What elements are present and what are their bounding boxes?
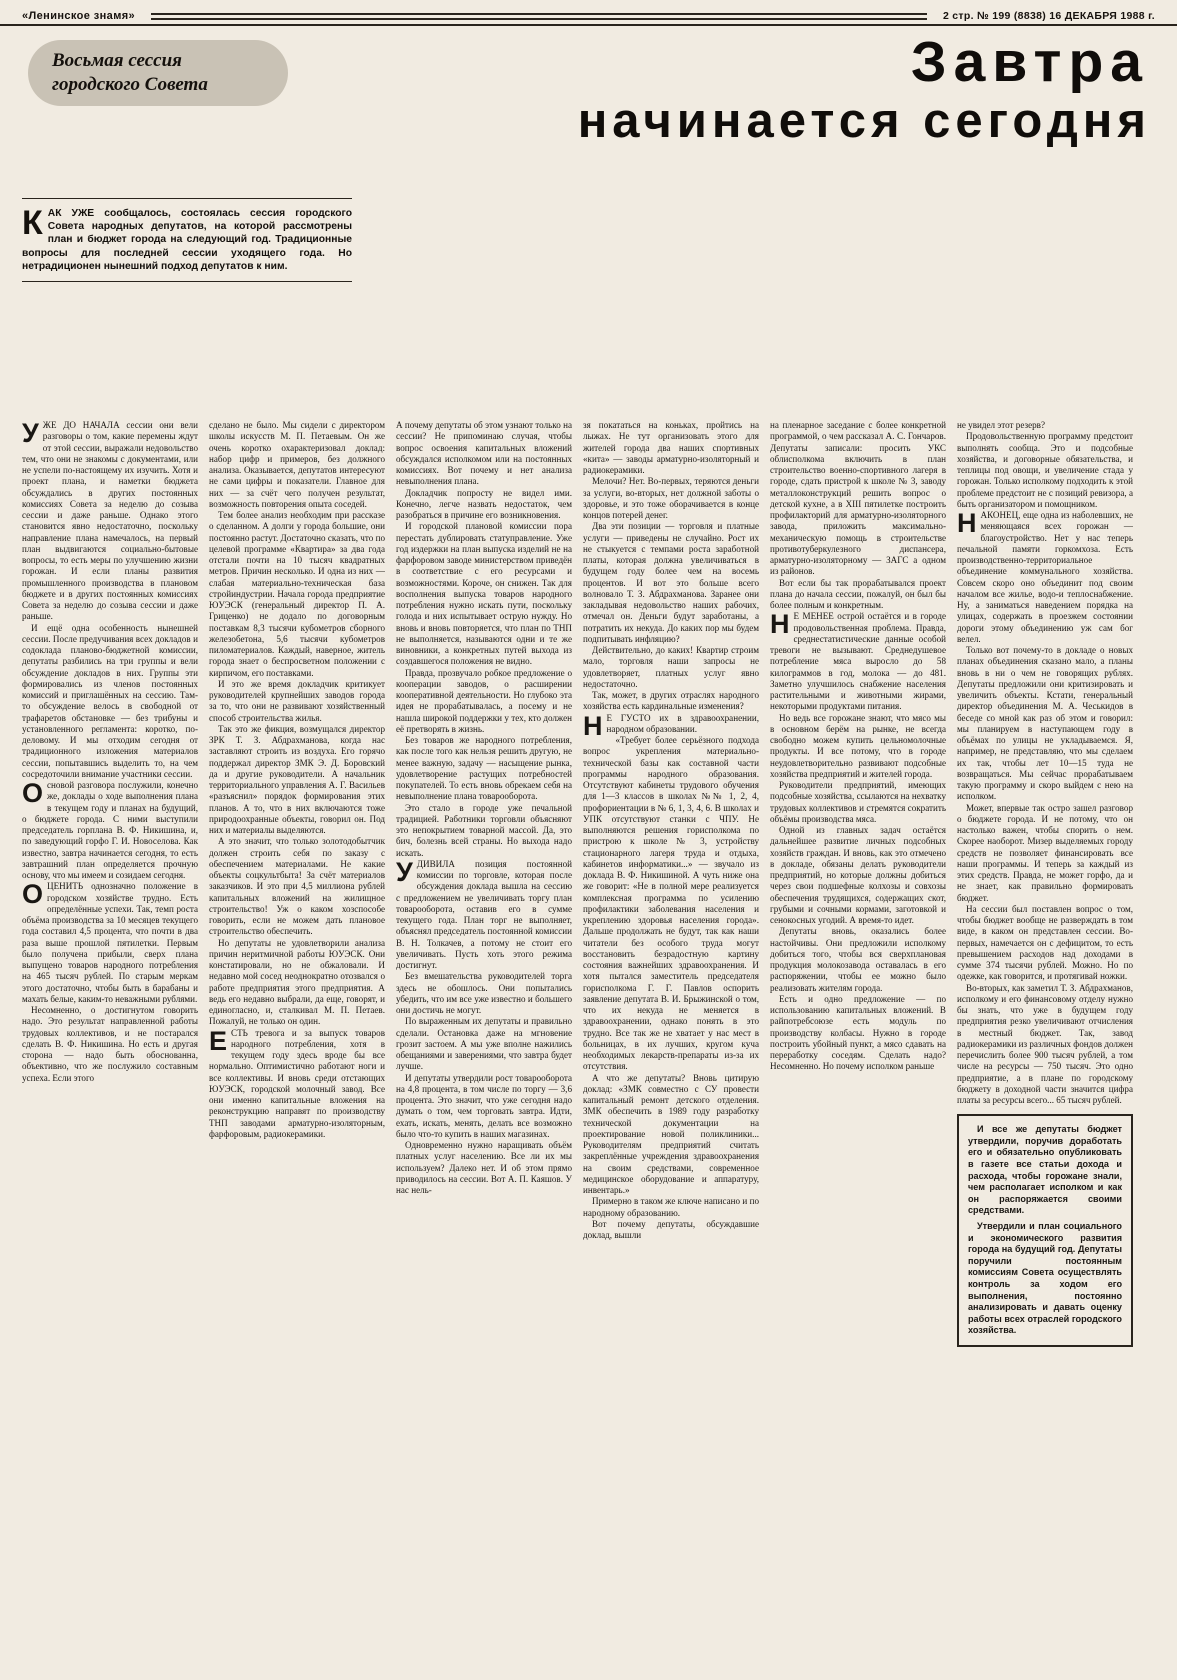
paragraph (209, 1025, 385, 1141)
paragraph-dropcap: О (22, 778, 44, 808)
paragraph (396, 856, 572, 972)
paragraph: Продовольственную программу предстоит выполнять сообща. Это и подсобные хозяйства, и договорные обязательства, и теплицы под овощи, и увеличение стада у горожан. Только исполкому подходить к этой проблеме предстоит не с позиций ревизора, а быть организатором и помощником. (957, 431, 1133, 509)
paragraph: не увидел этот резерв? (957, 420, 1045, 430)
lead-text (22, 204, 352, 273)
column-1 (22, 420, 198, 1666)
paragraph: Вот почему депутаты, обсуждавшие доклад, вышли (583, 1218, 759, 1240)
paragraph: Депутаты вновь, оказались более настойчивы. Они предложили исполкому добиться того, чтобы вся сверхплановая продукция молокозавода оставалась в его распоряжении, чтобы ее можно было реализовать жителям города. (770, 926, 946, 993)
paragraph-text: АКОНЕЦ, еще одна из наболевших, не меняющаяся всех горожан — благоустройство. Нет у нас теперь печальной памяти горкомхоза. Есть производственно-территориальное объединение коммунального хозяйства. Совсем скоро оно объединит под своим началом все жилье, водо-и теплоснабжение. Ну, а заниматься наведением порядка на улицах, содержать в проезжем состоянии дороги этому объединению уж сам бог велел. (957, 510, 1133, 644)
headline-line-1: Завтра (910, 30, 1149, 94)
paragraph (583, 710, 759, 741)
paragraph-text: Е ГУСТО их в здравоохранении, народном образовании. (606, 712, 759, 734)
paragraph: И депутаты утвердили рост товарооборота на 4,8 процента, в том числе по торгу — 3,6 процента. Это значит, что уже сегодня надо думать о том, чем торговать завтра. Идти, ехать, искать, менять, делать все возможно было что-то купить в наших магазинах. (396, 1072, 572, 1139)
paragraph-text: СТЬ тревога и за выпуск товаров народного потребления, хотя в текущем году здесь вроде бы все нормально. Оптимистично работают ноги и все коллективы. И вновь среди отстающих ЮУЭСК, городской молочный завод. Все они именно капитальные вложения на реконструкцию направят по производству ТНП заводами арматурно-изоляторным, фарфоровым, радиокерамики. (209, 1027, 385, 1139)
conclusion-box (957, 1114, 1133, 1347)
paragraph-dropcap: О (22, 879, 44, 910)
issue-info: 2 стр. № 199 (8838) 16 ДЕКАБРЯ 1988 г. (942, 10, 1155, 22)
lead-body: АК УЖЕ сообщалось, состоялась сессия городского Совета народных депутатов, на которой рассмотрены план и бюджет города на следующий год. Традиционные вопросы для последней сессии уходящего года. Но нетрадиционен нынешний подход депутатов к ним. (22, 208, 352, 272)
paragraph: И ещё одна особенность нынешней сессии. После предучивания всех докладов и содоклада планово-бюджетной комиссии, депутаты разбились на три группы и вели обсуждение докладов в них. Группы эти формировались из членов постоянных комиссий и приглашённых на сессию. Там-то обсуждение велось в свободной от трафаретов обстановке — без трибуны и установленного регламента: коротко, по-деловому. И мы отходим сегодня от традиционного изложения материалов сессии, попытавшись выделить то, на чем сосредоточили внимание участники сессии. (22, 622, 198, 779)
paragraph: Без вмешательства руководителей торга здесь не обошлось. Они попытались убедить, что им все уже известно и большего они достичь не могут. (396, 971, 572, 1015)
masthead (0, 0, 1177, 26)
paragraph: Правда, прозвучало робкое предложение о кооперации заводов, о расширении кооперативной деятельности. Но глубоко эта идея не прорабатывалась, а посему и не нашла широкой поддержки у тех, кто должен её претворять в жизнь. (396, 667, 572, 734)
paragraph: зя покататься на коньках, пройтись на лыжах. Не тут организовать этого для жителей города два наших спортивных «кита» — заводы арматурно-изоляторный и радиокерамики. (583, 420, 759, 475)
article-columns (22, 420, 1155, 1666)
paragraph: сделано не было. Мы сидели с директором школы искусств М. П. Петаевым. Он же очень коротко охарактеризовал доклад: набор цифр и примеров, без должного анализа. Оказывается, депутатов интересуют не сами цифры и показатели. Главное для них — за счёт чего получен результат, возможность повторения опыта соседей. (209, 420, 385, 509)
paper-name: «Ленинское знамя» (22, 10, 136, 22)
masthead-rule (151, 13, 927, 20)
paragraph-dropcap: У (396, 856, 413, 887)
conclusion-paragraph: Утвердили и план социального и экономического развития города на будущий год. Депутаты поручили постоянным комиссиям Совета осуществлять контроль за ходом его выполнения, постоянно анализировать и давать оценку работы всех отраслей городского хозяйства. (968, 1221, 1122, 1336)
paragraph (22, 780, 198, 881)
paragraph (957, 510, 1133, 645)
column-3 (396, 420, 572, 1666)
paragraph: Тем более анализ необходим при рассказе о сделанном. А долги у города большие, они постоянно растут. Достаточно сказать, что по целевой программе «Квартира» за два года отстали почти на 10 тысяч квадратных метров. Причин несколько. И одна из них — слабая материально-техническая база стройиндустрии. Начала города предприятие ЮУЭСК (генеральный директор П. А. Гриценко) не додало по договорным поставкам 8,3 тысячи кубометров сборного железобетона, 5,6 тысячи кубометров пиломатериалов. Каждый, наверное, житель города знает о беспросветном положении с кирпичом, его поставками. (209, 510, 385, 678)
paragraph-dropcap: Н (770, 609, 790, 640)
paragraph-text: ДИВИЛА позиция постоянной комиссии по торговле, которая после обсуждения доклада вышла на сессию с предложением не увеличивать торгу план товарооборота, оставив его в сумме текущего года. План торг не выполняет, объяснял председатель постоянной комиссии В. Н. Толкачев, а потому не стоит его увеличивать. Пусть хоть этого режима достигнут. (396, 858, 572, 970)
paragraph: Так, может, в других отраслях народного хозяйства есть кардинальные изменения? (583, 690, 759, 712)
paragraph: Руководители предприятий, имеющих подсобные хозяйства, ссылаются на нехватку трудовых коллективов и стремятся сократить объёмы производства мяса. (770, 780, 946, 824)
lead-paragraph (22, 198, 352, 282)
paragraph-text: сновой разговора послужили, конечно же, доклады о ходе выполнения плана в текущем году и планах на будущий, о бюджете города. С ними выступили председатель горплана В. Ф. Никишина, и, по заведующий горфо Г. И. Новоселова. Как известно, завтра начинается сегодня, то есть завтрашний план определяется прочную основу, что мы имеем и созидаем сегодня. (22, 780, 198, 880)
paragraph: на пленарное заседание с более конкретной программой, о чем рассказал А. С. Гончаров. Депутаты записали: просить УКС облисполкома включить в план строительство военно-спортивного лагеря в городе, сдать пристрой к школе № 3, заводу металлоконструкций решить вопрос о детской кухне, а в XIII пятилетке построить профилакторий для арматурно-изоляторного завода, приложить максимально-механическую помощь в строительстве противотуберкулезного диспансера, арматурно-изоляторному — ЗАГС а одном из районов. (770, 420, 946, 577)
paragraph-dropcap: Н (583, 710, 603, 741)
paragraph: Примерно в таком же ключе написано и по народному образованию. (583, 1196, 759, 1218)
paragraph: Несомненно, о достигнутом говорить надо. Это результат направленной работы трудовых коллективов, и не постарался сделать В. Ф. Никишина. Но есть и другая сторона — надо быть обоснованна, объективно, что же послужило составным успеха. Если этого (22, 1005, 198, 1083)
column-6 (957, 420, 1133, 1666)
paragraph: На сессии был поставлен вопрос о том, чтобы бюджет вообще не разверждать в том виде, в каком он представлен сессии. Во-первых, намечается он с дефицитом, то есть превышением расходов над доходами в сумме 374 тысячи рублей. Можно. Но по одежке, как говорится, и протягивай ножки. (957, 903, 1133, 982)
paragraph: Это стало в городе уже печальной традицией. Работники торговли объясняют это непокрытием товарной массой. Да, это бич, болезнь всей страны. Но выхода надо искать. (396, 802, 572, 858)
paragraph: Во-вторых, как заметил Т. З. Абдрахманов, исполкому и его финансовому отделу нужно бы знать, что уже в будущем году предприятия резко увеличивают отчисления в местный бюджет. Так, завод радиокерамики из различных фондов должен перечислить более 900 тысяч рублей, а том числе на ресурсы — 750 тысяч. Это одно предприятие, а в плане по городскому бюджету в доходной части значится цифра платы за ресурсы всего... 65 тысяч рублей. (957, 982, 1133, 1105)
paragraph: А почему депутаты об этом узнают только на сессии? Не припоминаю случая, чтобы вопрос освоения капитальных вложений обсуждался исполкомом или на постоянных комиссиях. Вот почему и нет анализа невыполнения плана. (396, 420, 572, 487)
paragraph (770, 611, 946, 712)
paragraph (22, 881, 198, 1005)
column-2 (209, 420, 385, 1666)
paragraph-dropcap: Е (209, 1025, 228, 1056)
paragraph: Но ведь все горожане знают, что мясо мы в основном берём на рынке, не всегда свободно можем купить цельномолочные продукты. И все потому, что в городе неудовлетворительно развивают подсобные хозяйства предприятий и жителей города. (770, 712, 946, 779)
paragraph: А это значит, что только золотодобытчик должен строить себя по заказу с обеспечением материалами. Не какие объекты соцкультбыта! За счёт материалов заказчиков. И это при 4,5 миллиона рублей капитальных вложений на жилищное строительство! Уж о каком хозспособе говорить, если не можем дать плановое строительство обеспечить. (209, 836, 385, 937)
kicker-line-1: Восьмая сессия (52, 50, 182, 71)
paragraph: По выраженным их депутаты и правильно сделали. Остановка даже на мгновение грозит застоем. А мы уже вполне нажились обещаниями и заверениями, что завтра будет лучше. (396, 1016, 572, 1072)
paragraph: Но депутаты не удовлетворили анализа причин неритмичной работы ЮУЭСК. Они констатировали, но не обжаловали. И недавно мой сосед неоднократно отозвался о работе предприятия этого предприятия. А ведь его недавно выбрали, да еще, говорят, и единогласно, и, сталкивал М. П. Петаев. Пожалуй, не только он один. (209, 937, 385, 1027)
paragraph: Может, впервые так остро зашел разговор о бюджете города. И не потому, что он настолько важен, чтобы спорить о нем. Скорее наоборот. Мизер выделяемых городу средств не позволяет финансировать все наши программы. И теперь за каждый из этих средств. Правда, не может горфо, да и не знает, как правильно формировать бюджет. (957, 802, 1133, 903)
paragraph: Действительно, до каких! Квартир строим мало, торговля наши запросы не удовлетворяет, платных услуг явно недостаточно. (583, 645, 759, 689)
kicker-line-2: городского Совета (52, 74, 208, 95)
paragraph: Только вот почему-то в докладе о новых планах объединения сказано мало, а планы вновь в ни о чем не говорящих рублях. Депутаты предложили они критизировать и увеличить объекты. Кстати, генеральный директор объединения М. А. Чеськидов в беседе со мной как раз об этом и говорил: мы планируем в наступающем году в объёмах по улицы не укладываемся. Я, например, не представляю, что мы сделаем их так, чтобы лет 10—15 туда не возвращаться. Мы сейчас прорабатываем такую программу и скоро выйдем с нею на исполком. (957, 645, 1133, 802)
paragraph: Мелочи? Нет. Во-первых, теряются деньги за услуги, во-вторых, нет должной заботы о здоровье, и это тоже оборачивается в конце концов потерей денег. (583, 476, 759, 520)
paragraph (22, 420, 198, 623)
paragraph: Есть и одно предложение — по использованию капитальных вложений. В райпотребсоюзе есть модуль по производству колбасы. Нужно в городе построить убойный пункт, а мясо сдавать на переработку соседям. Сделать надо? Несомненно. Но почему исполком раньше (770, 993, 946, 1072)
kicker-badge (28, 40, 288, 106)
headline-block (0, 26, 1177, 194)
paragraph-text: Е МЕНЕЕ острой остаётся и в городе продовольственная проблема. Правда, среднестатистические данные особой тревоги не вызывают. Среднедушевое потребление мяса выросло до 58 килограммов в год, молока — до 481. Заметно улучшилось снабжение населения растительными и животными жирами, некоторыми продуктами питания. (770, 611, 946, 712)
paragraph-text: ЖЕ ДО НАЧАЛА сессии они вели разговоры о том, какие перемены ждут от этой сессии, выражали недовольство тем, что они не знакомы с документами, или не успели по-настоящему их изучить. Хотя и проект плана, и наметки бюджета обсуждались в других постоянных комиссиях Совета за неделю до созыва сессии и даже раньше. Однако этого становится явно недостаточно, поскольку направление плана намечалось, на первый план выдвигаются социально-бытовые вопросы, то есть меры по улучшению жизни горожан. И если планы развития промышленного производства в плановом бюджете и в других постоянных комиссиях Совета за неделю до созыва сессии и даже раньше. (22, 420, 198, 622)
headline-line-2: начинается сегодня (577, 94, 1151, 148)
paragraph: И городской плановой комиссии пора перестать дублировать статуправление. Уже год издержки на план выпуска изделий не на фарфоровом заводе министерством приведён в соответствие с его ресурсами и возможностями. Короче, он снижен. Так для восполнения выпуска товаров народного потребления нужно искать пути, поскольку голода и них испытывает острую нужду. Но вновь и вновь повторяется, что план по ТНП не выполняется, называются одни и те же виновники, а конкретных путей выхода из создавшегося положения не видно. (396, 521, 572, 667)
paragraph: Без товаров же народного потребления, как после того как нельзя решить другую, не менее важную, задачу — насыщение рынка, удовлетворение растущих потребностей покупателей. То есть вновь обрекаем себя на невыполнение плана товарооборота. (396, 735, 572, 802)
paragraph-text: ЦЕНИТЬ однозначно положение в городском хозяйстве трудно. Есть определённые успехи. Так, темп роста объёма производства за 10 месяцев текущего года составил 4,5 процента, что почти в два раза выше прошлой пятилетки. Первым было получена прибыли, сверх плана выпущено товаров народного потребления на 465 тысяч рублей. По старым меркам этого достаточно, чтобы быть в барабаны и махать белые, каким-то неважными рублями. (22, 881, 198, 1004)
paragraph-dropcap: У (22, 420, 39, 448)
paragraph: Одновременно нужно наращивать объём платных услуг населению. Все ли их мы используем? Далеко нет. И об этом прямо приводилось на сессии. Вот А. П. Каяшов. У нас нель- (396, 1140, 572, 1195)
paragraph: Так это же фикция, возмущался директор ЗРК Т. З. Абдрахманова, когда нас заставляют строить из воздуха. Его горячо поддержал директор ЗМК Э. Д. Боровский да и другие руководители. А начальник территориального управления А. Г. Васильев «разъяснил» порядок формирования этих планов. А то, что в них включаются тоже природоохранные объекты, говорил он. Под них и материалы выделяются. (209, 723, 385, 835)
paragraph-dropcap: Н (957, 508, 977, 538)
column-4 (583, 420, 759, 1666)
paragraph: Два эти позиции — торговля и платные услуги — приведены не случайно. Рост их не стыкуется с темпами роста заработной платы, которая должна увеличиваться в будущем году более чем на восемь процентов. И вот это больше всего волновало Т. З. Абдрахманова. Заранее они закладывая недовольство наших рабочих, отмечал он. Деньги будут заработаны, а потратить их некуда. До каких пор мы будем подпитывать инфляцию? (583, 521, 759, 644)
paragraph: Докладчик попросту не видел ими. Конечно, легче назвать недостаток, чем разобраться в причине его возникновения. (396, 487, 572, 520)
conclusion-paragraph: И все же депутаты бюджет утвердили, поручив доработать его и обязательно опубликовать в газете все статьи дохода и расхода, чтобы горожане знали, чем располагает исполком и как он распоряжается своими средствами. (968, 1124, 1122, 1216)
paragraph: И это же время докладчик критикует руководителей крупнейших заводов города за то, что они не развивают хозяйственный способ строительства жилья. (209, 678, 385, 723)
paragraph: А что же депутаты? Вновь цитирую доклад: «ЗМК совместно с СУ провести капитальный ремонт детского отделения. ЗМК обеспечить в 1989 году разработку технической документации на проектирование новой поликлиники... Руководителям предприятий считать закреплённые учреждения здравоохранения на своим средствами, современное медицинское оборудование и аппаратуру, инвентарь.» (583, 1072, 759, 1195)
column-5 (770, 420, 946, 1666)
paragraph: Одной из главных задач остаётся дальнейшее развитие личных подсобных хозяйств граждан. И вновь, как это отмечено в докладе, обязаны делать руководители предприятий, но которые должны добиться через свои подшефные колхозы и совхозы обеспечения трудящихся, содержащих скот, грубыми и сочными кормами, заготовкой и сенокосных угодий. А время-то идет. (770, 825, 946, 925)
lead-dropcap: К (22, 204, 43, 242)
paragraph: «Требует более серьёзного подхода вопрос укрепления материально-технической базы как составной части программы народного образования. Отсутствуют кабинеты трудового обучения для 1—3 классов в школах №№ 1, 2, 4, профориентации в № 6, 1, 3, 4, 6. В школах и УПК отсутствуют станки с ЧПУ. Не выполняются решения горисполкома по пристрою к школе № 3, устройству стационарного лагеря труда и отдыха, кабинетов информатики...» — звучало из доклада В. Ф. Никишиной. А чуть ниже она же говорит: «Не в полной мере реализуется комплексная программа по усилению профилактики заболевания населения и укреплению здоровья населения города». Дальше продолжать не будут, так как наши читатели без особого труда могут восстановить безрадостную картину состояния важнейших здравоохранения. И хотя пытался заместитель председателя горисполкома Г. Г. Павлов оспорить заявление депутата В. И. Брыжинской о том, что их некуда не меняется в здравоохранении, однако понять в это трудно. Все так же не хватает у нас мест в больницах, в их лучших, кругом куча необходимых лекарств-препараты из-за их отсутствия. (583, 735, 759, 1072)
paragraph: Вот если бы так прорабатывался проект плана до начала сессии, пожалуй, он был бы более полным и конкретным. (770, 577, 946, 610)
